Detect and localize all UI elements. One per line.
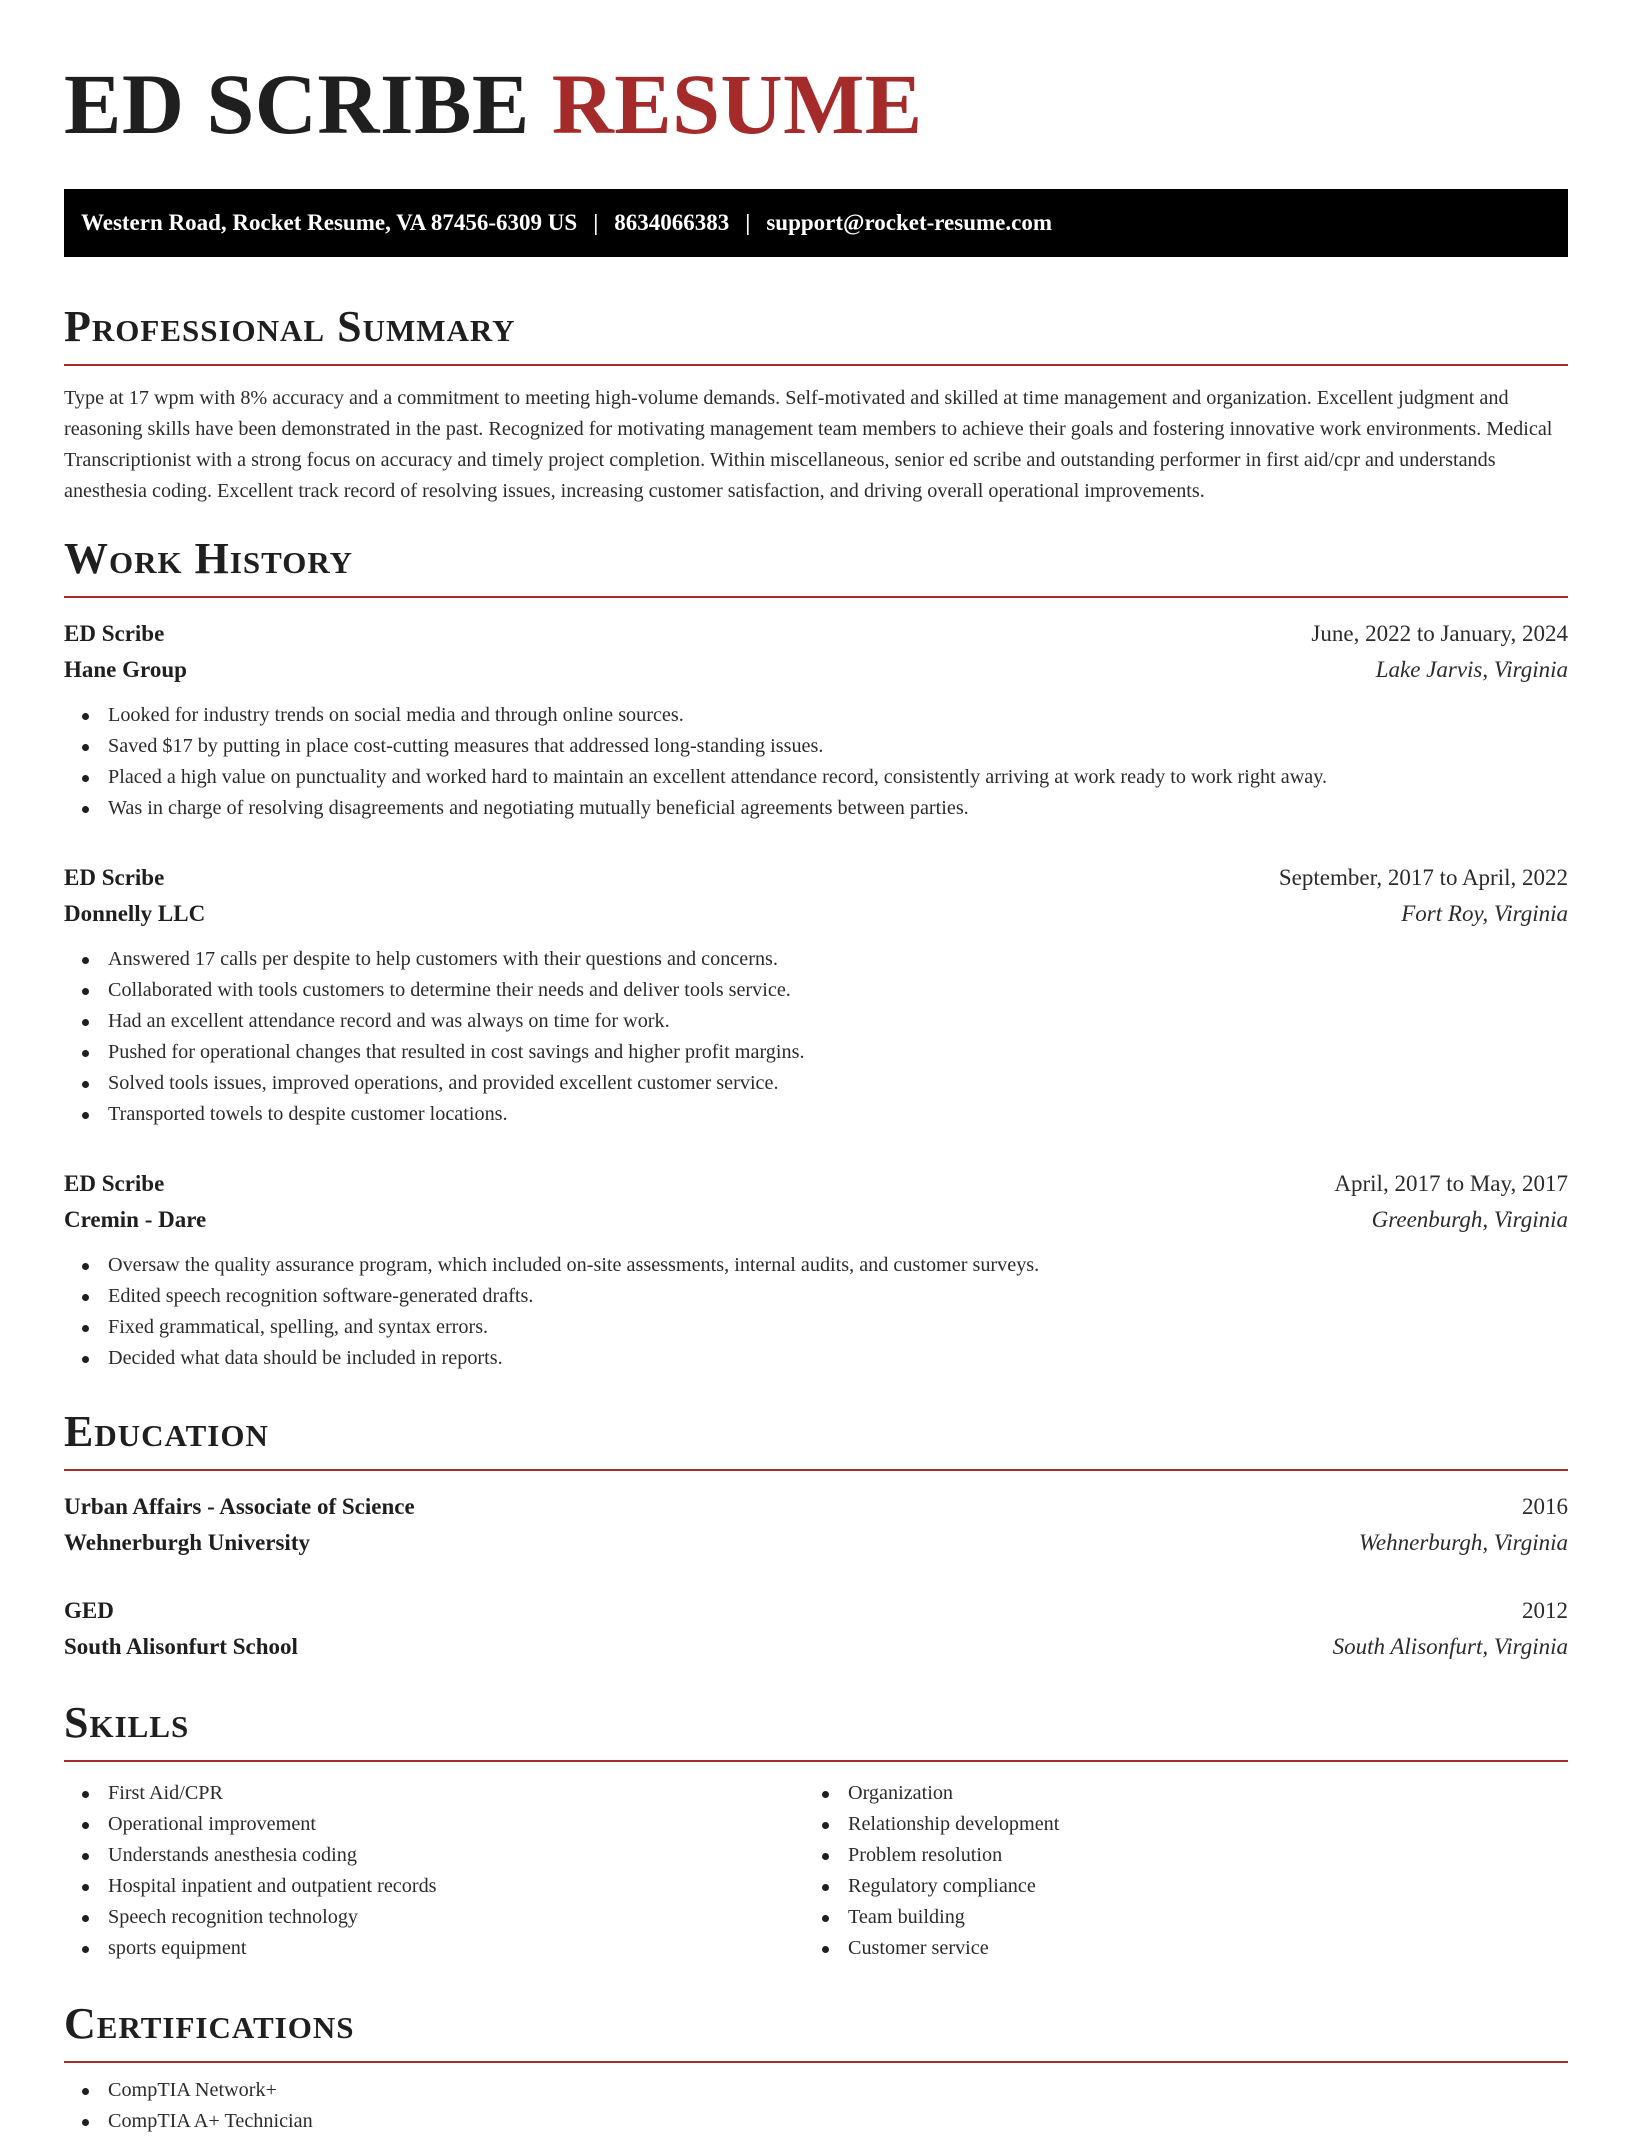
certifications-list — [64, 2075, 1568, 2137]
education-degree: GED — [64, 1598, 114, 1623]
job-header-row — [64, 860, 1568, 896]
job-entry — [64, 860, 1568, 1130]
education-school-row — [64, 1525, 1568, 1561]
education-school: South Alisonfurt School — [64, 1634, 298, 1659]
skill-item: Speech recognition technology — [64, 1902, 804, 1933]
job-location: Greenburgh, Virginia — [1371, 1207, 1568, 1232]
section-heading-skills: Skills — [64, 1701, 1568, 1762]
contact-separator: | — [745, 210, 751, 235]
summary-text: Type at 17 wpm with 8% accuracy and a commitment to meeting high-volume demands. Self-motivated and skilled at time management and organization. Excellent judgment and reasoning skills have been demonstrated in the past. Recognized for motivating management team members to achieve their goals and fostering innovative work environments. Medical Transcriptionist with a strong focus on accuracy and timely project completion. Within miscellaneous, senior ed scribe and outstanding performer in first aid/cpr and understands anesthesia coding. Excellent track record of resolving issues, increasing customer satisfaction, and driving overall operational improvements. — [64, 387, 1553, 502]
list-item: Had an excellent attendance record and was always on time for work. — [64, 1006, 1568, 1037]
candidate-name: ED SCRIBE — [64, 56, 530, 152]
job-header-row — [64, 1166, 1568, 1202]
section-heading-work-history: Work History — [64, 537, 1568, 598]
job-location: Fort Roy, Virginia — [1401, 901, 1568, 926]
list-item: Fixed grammatical, spelling, and syntax errors. — [64, 1312, 1568, 1343]
education-header-row — [64, 1489, 1568, 1525]
contact-phone: 8634066383 — [614, 210, 730, 235]
job-company-row — [64, 1202, 1568, 1238]
job-title: ED Scribe — [64, 865, 165, 890]
job-dates: September, 2017 to April, 2022 — [1278, 865, 1568, 890]
contact-separator: | — [593, 210, 599, 235]
list-item: Pushed for operational changes that resulted in cost savings and higher profit margins. — [64, 1037, 1568, 1068]
job-bullets — [64, 944, 1568, 1130]
skill-item: Team building — [804, 1902, 1544, 1933]
job-company: Donnelly LLC — [64, 901, 206, 926]
education-school: Wehnerburgh University — [64, 1530, 310, 1555]
skills-list-right — [804, 1778, 1544, 1964]
list-item: Was in charge of resolving disagreements and negotiating mutually beneficial agreements between parties. — [64, 793, 1568, 824]
job-dates: April, 2017 to May, 2017 — [1334, 1171, 1568, 1196]
skill-item: Hospital inpatient and outpatient records — [64, 1871, 804, 1902]
skill-item: Operational improvement — [64, 1809, 804, 1840]
list-item: Collaborated with tools customers to determine their needs and deliver tools service. — [64, 975, 1568, 1006]
certification-item: CompTIA A+ Technician — [64, 2106, 1568, 2137]
education-entry — [64, 1489, 1568, 1561]
education-header-row — [64, 1593, 1568, 1629]
education-degree: Urban Affairs - Associate of Science — [64, 1494, 415, 1519]
list-item: Saved $17 by putting in place cost-cutting measures that addressed long-standing issues. — [64, 731, 1568, 762]
certification-item: CompTIA Network+ — [64, 2075, 1568, 2106]
education-entry — [64, 1593, 1568, 1665]
skill-item: Organization — [804, 1778, 1544, 1809]
skills-list-left — [64, 1778, 804, 1964]
list-item: Transported towels to despite customer locations. — [64, 1099, 1568, 1130]
job-location: Lake Jarvis, Virginia — [1375, 657, 1568, 682]
list-item: Decided what data should be included in reports. — [64, 1343, 1568, 1374]
contact-address: Western Road, Rocket Resume, VA 87456-6309 US — [81, 210, 578, 235]
skill-item: Understands anesthesia coding — [64, 1840, 804, 1871]
skills-grid — [64, 1778, 1568, 1964]
job-title: ED Scribe — [64, 1171, 165, 1196]
skill-item: Customer service — [804, 1933, 1544, 1964]
list-item: Answered 17 calls per despite to help customers with their questions and concerns. — [64, 944, 1568, 975]
section-heading-education: Education — [64, 1410, 1568, 1471]
skill-item: Relationship development — [804, 1809, 1544, 1840]
job-bullets — [64, 700, 1568, 824]
job-title: ED Scribe — [64, 621, 165, 646]
education-location: South Alisonfurt, Virginia — [1332, 1634, 1568, 1659]
job-entry — [64, 1166, 1568, 1374]
section-heading-certifications: Certifications — [64, 2002, 1568, 2063]
list-item: Solved tools issues, improved operations, and provided excellent customer service. — [64, 1068, 1568, 1099]
skill-item: Problem resolution — [804, 1840, 1544, 1871]
job-entry — [64, 616, 1568, 824]
section-heading-summary: Professional Summary — [64, 305, 1568, 366]
skill-item: Regulatory compliance — [804, 1871, 1544, 1902]
resume-title-word: RESUME — [551, 56, 923, 152]
job-header-row — [64, 616, 1568, 652]
list-item: Looked for industry trends on social media and through online sources. — [64, 700, 1568, 731]
list-item: Oversaw the quality assurance program, which included on-site assessments, internal audits, and customer surveys. — [64, 1250, 1568, 1281]
job-company-row — [64, 652, 1568, 688]
education-location: Wehnerburgh, Virginia — [1358, 1530, 1568, 1555]
education-year: 2012 — [1522, 1598, 1568, 1623]
contact-email: support@rocket-resume.com — [766, 210, 1052, 235]
job-dates: June, 2022 to January, 2024 — [1311, 621, 1568, 646]
education-school-row — [64, 1629, 1568, 1665]
job-bullets — [64, 1250, 1568, 1374]
list-item: Placed a high value on punctuality and worked hard to maintain an excellent attendance record, consistently arriving at work ready to work right away. — [64, 762, 1568, 793]
skill-item: First Aid/CPR — [64, 1778, 804, 1809]
contact-bar — [64, 189, 1568, 257]
job-company: Cremin - Dare — [64, 1207, 207, 1232]
list-item: Edited speech recognition software-generated drafts. — [64, 1281, 1568, 1312]
education-year: 2016 — [1522, 1494, 1568, 1519]
resume-title — [64, 56, 1568, 152]
skill-item: sports equipment — [64, 1933, 804, 1964]
job-company-row — [64, 896, 1568, 932]
job-company: Hane Group — [64, 657, 187, 682]
